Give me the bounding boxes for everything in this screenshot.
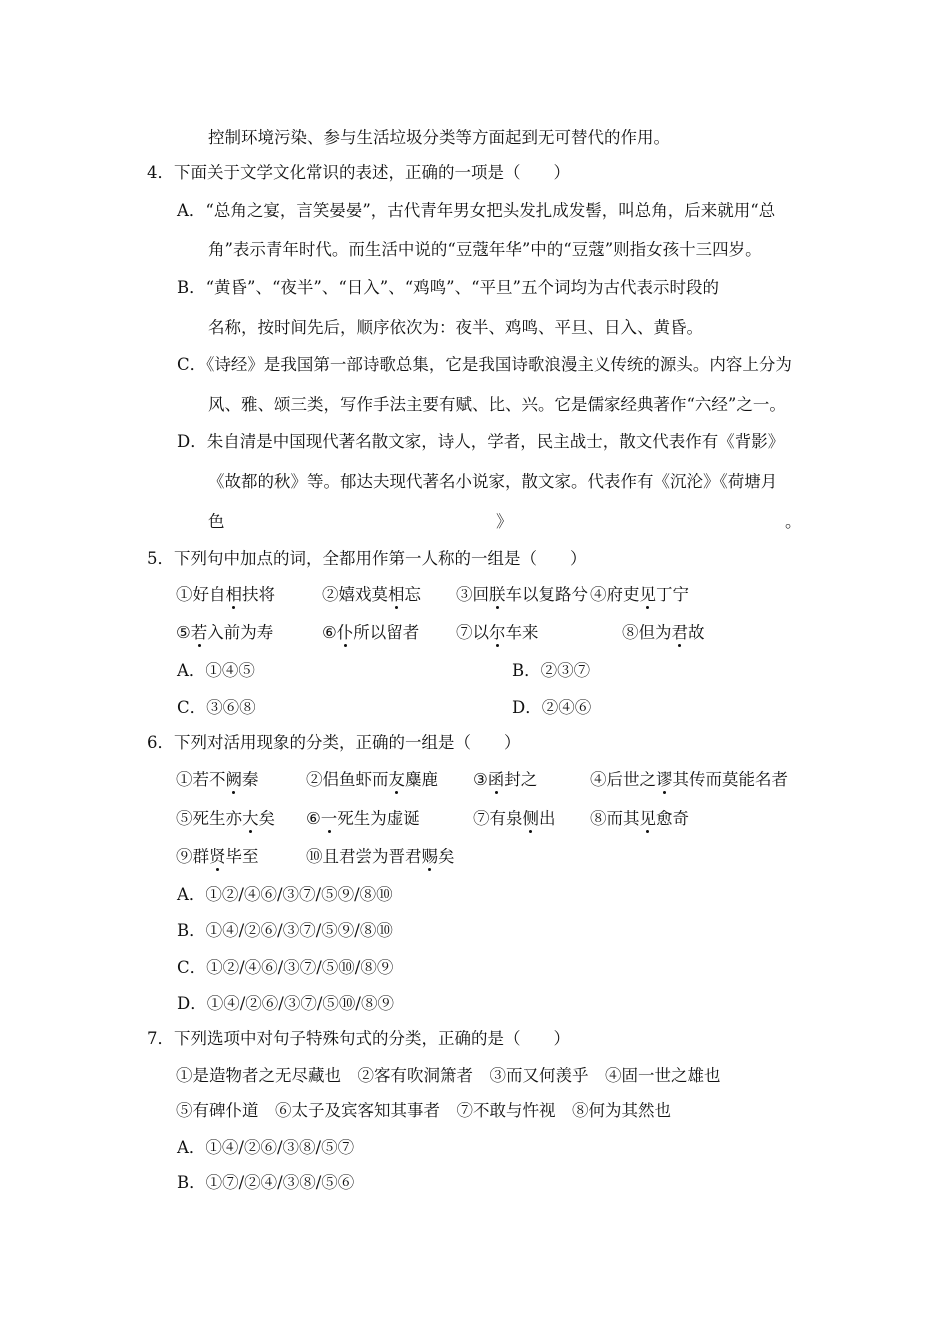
q5-option-c: C．③⑥⑧ bbox=[177, 698, 256, 717]
q5-item-8: ⑧但为君故 bbox=[622, 623, 705, 642]
q7-option-a: A．①④/②⑥/③⑧/⑤⑦ bbox=[177, 1138, 355, 1157]
q4-option-d-line1: D．朱自清是中国现代著名散文家，诗人，学者，民主战士，散文代表作有《背影》 bbox=[177, 432, 785, 451]
dotted-char: 函 bbox=[487, 770, 505, 789]
q6-option-a: A．①②/④⑥/③⑦/⑤⑨/⑧⑩ bbox=[177, 885, 393, 904]
q7-sentences-row-1: ①是造物者之无尽藏也 ②客有吹洞箫者 ③而又何羡乎 ④固一世之雄也 bbox=[176, 1066, 721, 1085]
continuation-line: 控制环境污染、参与生活垃圾分类等方面起到无可替代的作用。 bbox=[208, 128, 670, 147]
q6-item-7: ⑦有泉侧出 bbox=[473, 809, 556, 828]
q4-option-d-line2: 《故都的秋》等。郁达夫现代著名小说家，散文家。代表作有《沉沦》《荷塘月 bbox=[208, 472, 778, 491]
dotted-char: 朕 bbox=[489, 585, 506, 604]
q5-item-3: ③回朕车以复路兮 bbox=[456, 585, 588, 604]
dotted-char: 一 bbox=[320, 809, 338, 828]
dotted-char: 贤 bbox=[209, 847, 226, 866]
q4-option-d-line3: 色 bbox=[208, 512, 225, 531]
q4-option-b-line2: 名称，按时间先后，顺序依次为：夜半、鸡鸣、平旦、日入、黄昏。 bbox=[208, 318, 703, 337]
question-5-stem: 5．下列句中加点的词，全都用作第一人称的一组是（ ） bbox=[147, 549, 587, 568]
q4-option-a-line1: A．“总角之宴，言笑晏晏”，古代青年男女把头发扎成发髻，叫总角，后来就用“总 bbox=[177, 201, 776, 220]
dotted-char: 阙 bbox=[225, 770, 242, 789]
q4-option-c-line2: 风、雅、颂三类，写作手法主要有赋、比、兴。它是儒家经典著作“六经”之一。 bbox=[208, 395, 786, 414]
q6-item-5: ⑤死生亦大矣 bbox=[176, 809, 275, 828]
dotted-char: 尔 bbox=[489, 623, 506, 642]
q6-item-3: ③函封之 bbox=[473, 770, 538, 789]
question-6-stem: 6．下列对活用现象的分类，正确的一组是（ ） bbox=[147, 733, 521, 752]
q6-item-9: ⑨群贤毕至 bbox=[176, 847, 259, 866]
q4-option-d-line3-bracket: 》 bbox=[496, 512, 513, 531]
q6-item-1: ①若不阙秦 bbox=[176, 770, 259, 789]
dotted-char: 相 bbox=[388, 585, 405, 604]
dotted-char: 若 bbox=[190, 623, 208, 642]
dotted-char: 谬 bbox=[656, 770, 673, 789]
q6-item-6: ⑥一死生为虚诞 bbox=[306, 809, 420, 828]
q5-option-a: A．①④⑤ bbox=[177, 661, 255, 680]
q6-option-c: C．①②/④⑥/③⑦/⑤⑩/⑧⑨ bbox=[177, 958, 394, 977]
dotted-char: 大 bbox=[242, 809, 259, 828]
q5-item-7: ⑦以尔车来 bbox=[456, 623, 539, 642]
q6-item-4: ④后世之谬其传而莫能名者 bbox=[590, 770, 788, 789]
dotted-char: 赐 bbox=[421, 847, 438, 866]
q4-option-c-line1: C．《诗经》是我国第一部诗歌总集，它是我国诗歌浪漫主义传统的源头。内容上分为 bbox=[177, 355, 792, 374]
q6-item-10: ⑩且君尝为晋君赐矣 bbox=[306, 847, 455, 866]
q7-sentences-row-2: ⑤有碑仆道 ⑥太子及宾客知其事者 ⑦不敢与忤视 ⑧何为其然也 bbox=[176, 1101, 671, 1120]
q6-option-b: B．①④/②⑥/③⑦/⑤⑨/⑧⑩ bbox=[177, 921, 393, 940]
q4-option-b-line1: B．“黄昏”、“夜半”、“日入”、“鸡鸣”、“平旦”五个词均为古代表示时段的 bbox=[177, 278, 719, 297]
q6-item-2: ②侣鱼虾而友麋鹿 bbox=[306, 770, 438, 789]
dotted-char: 见 bbox=[639, 585, 656, 604]
q7-option-b: B．①⑦/②④/③⑧/⑤⑥ bbox=[177, 1173, 355, 1192]
q4-option-a-line2: 角”表示青年时代。而生活中说的“豆蔻年华”中的“豆蔻”则指女孩十三四岁。 bbox=[208, 240, 762, 259]
q6-option-d: D．①④/②⑥/③⑦/⑤⑩/⑧⑨ bbox=[177, 994, 394, 1013]
question-7-stem: 7．下列选项中对句子特殊句式的分类，正确的是（ ） bbox=[147, 1029, 570, 1048]
q5-option-d: D．②④⑥ bbox=[512, 698, 592, 717]
q5-item-5: ⑤若入前为寿 bbox=[176, 623, 274, 642]
dotted-char: 君 bbox=[671, 623, 688, 642]
dotted-char: 侧 bbox=[522, 809, 539, 828]
question-4-stem: 4．下面关于文学文化常识的表述，正确的一项是（ ） bbox=[147, 163, 570, 182]
dotted-char: 仆 bbox=[336, 623, 354, 642]
q6-item-8: ⑧而其见愈奇 bbox=[590, 809, 689, 828]
dotted-char: 友 bbox=[388, 770, 405, 789]
q5-item-4: ④府吏见丁宁 bbox=[590, 585, 689, 604]
q4-option-d-line3-period: 。 bbox=[785, 512, 802, 531]
q5-item-1: ①好自相扶将 bbox=[176, 585, 275, 604]
dotted-char: 相 bbox=[225, 585, 242, 604]
q5-item-6: ⑥仆所以留者 bbox=[322, 623, 420, 642]
dotted-char: 见 bbox=[639, 809, 656, 828]
q5-option-b: B．②③⑦ bbox=[512, 661, 591, 680]
q5-item-2: ②嬉戏莫相忘 bbox=[322, 585, 421, 604]
